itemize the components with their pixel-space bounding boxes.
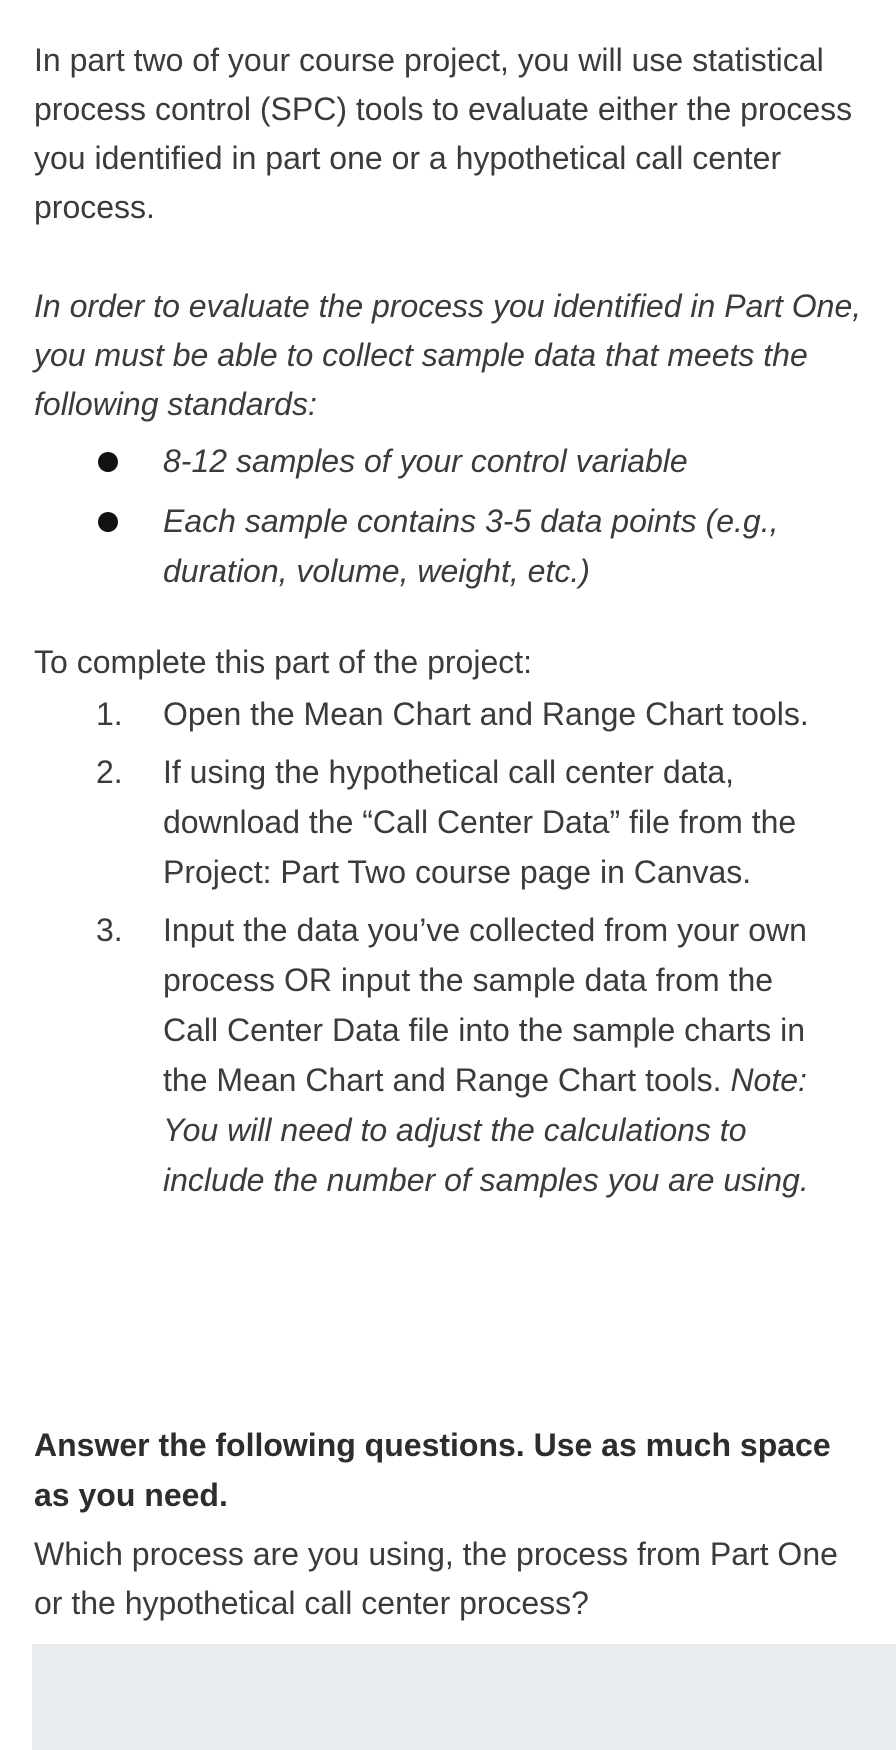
step-text: If using the hypothetical call center data, download the “Call Center Data” file from the Project: Part Two course page in Canvas.	[163, 754, 797, 890]
list-item	[0, 747, 823, 897]
standards-list	[0, 436, 896, 606]
steps-title: To complete this part of the project:	[34, 644, 533, 680]
bullet-icon	[98, 452, 118, 472]
list-item	[0, 496, 896, 596]
standards-intro: In order to evaluate the process you identified in Part One, you must be able to collect sample data that meets the following standards:	[34, 288, 862, 422]
standard-text: Each sample contains 3-5 data points (e.g., duration, volume, weight, etc.)	[163, 503, 779, 589]
list-item	[0, 905, 823, 1205]
bullet-icon	[98, 512, 118, 532]
answer-text-box[interactable]	[32, 1644, 896, 1750]
answer-heading: Answer the following questions. Use as much space as you need.	[34, 1427, 831, 1513]
question-text: Which process are you using, the process from Part One or the hypothetical call center process?	[34, 1536, 838, 1621]
step-number: 2.	[96, 754, 123, 790]
standard-text: 8-12 samples of your control variable	[163, 443, 688, 479]
steps-list	[0, 689, 896, 1213]
list-item	[0, 436, 896, 486]
step-note: Note: You will need to adjust the calculations to include the number of samples you are using.	[163, 1062, 809, 1198]
intro-paragraph: In part two of your course project, you will use statistical process control (SPC) tools to evaluate either the process you identified in part one or a hypothetical call center process.	[34, 42, 853, 225]
step-number: 1.	[96, 696, 123, 732]
list-item	[0, 689, 823, 739]
step-number: 3.	[96, 912, 123, 948]
step-text: Input the data you’ve collected from your own process OR input the sample data from the Call Center Data file into the sample charts in the Mean Chart and Range Chart tools.	[163, 912, 807, 1098]
step-text: Open the Mean Chart and Range Chart tools.	[163, 696, 809, 732]
